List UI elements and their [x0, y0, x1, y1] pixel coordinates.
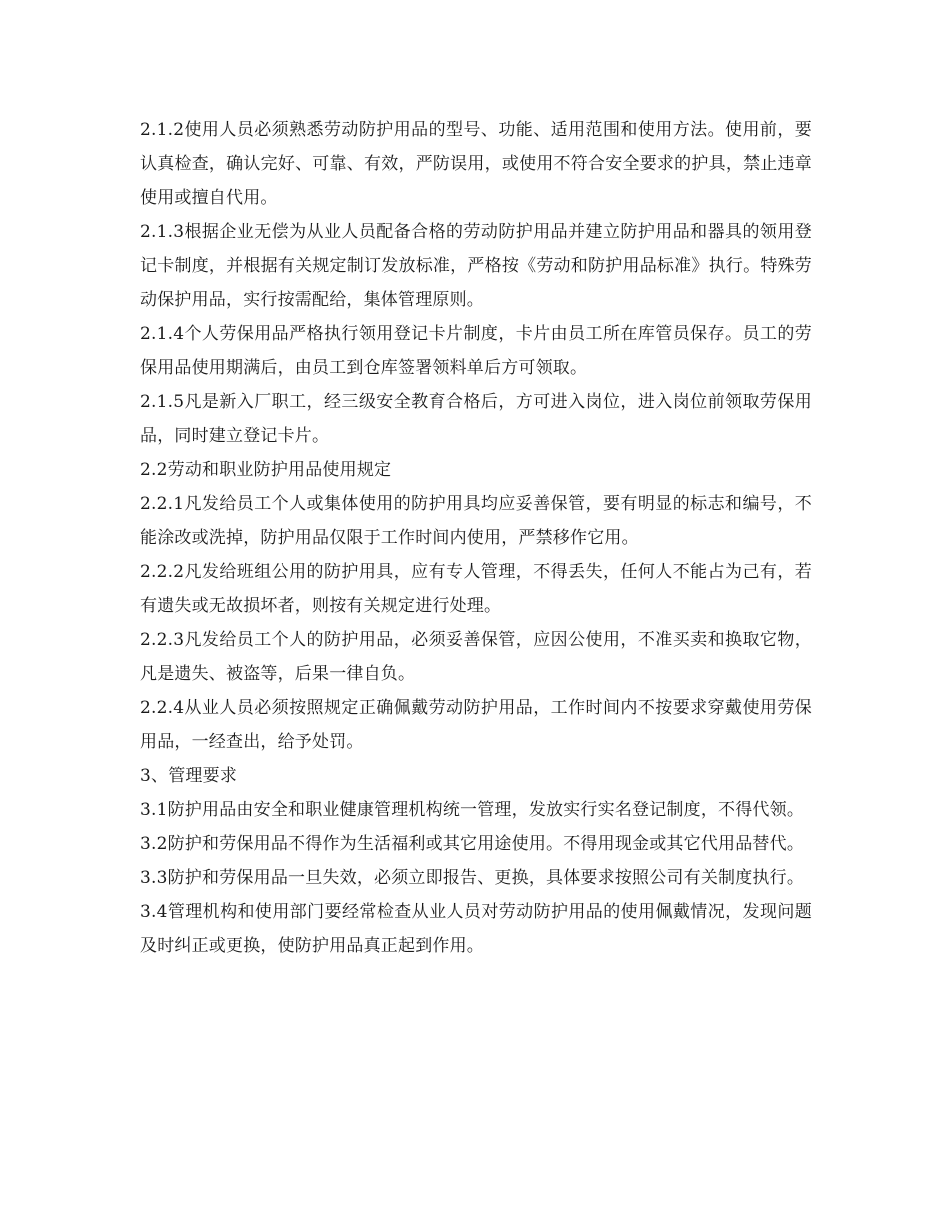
paragraph-2-1-3: 2.1.3根据企业无偿为从业人员配备合格的劳动防护用品并建立防护用品和器具的领用登记卡制度，并根据有关规定制订发放标准，严格按《劳动和防护用品标准》执行。特殊劳动保护用品，实行按需配给，集体管理原则。 — [140, 222, 812, 310]
paragraph-2-2-4: 2.2.4从业人员必须按照规定正确佩戴劳动防护用品，工作时间内不按要求穿戴使用劳保用品，一经查出，给予处罚。 — [140, 698, 812, 752]
paragraph-2-2-3: 2.2.3凡发给员工个人的防护用品，必须妥善保管，应因公使用，不准买卖和换取它物，凡是遗失、被盗等，后果一律自负。 — [140, 630, 812, 684]
paragraph-3-2: 3.2防护和劳保用品不得作为生活福利或其它用途使用。不得用现金或其它代用品替代。 — [140, 834, 805, 854]
paragraph-2-1-4: 2.1.4个人劳保用品严格执行领用登记卡片制度，卡片由员工所在库管员保存。员工的劳保用品使用期满后，由员工到仓库签署领料单后方可领取。 — [140, 324, 812, 378]
paragraph-2-2-2: 2.2.2凡发给班组公用的防护用具，应有专人管理，不得丢失，任何人不能占为己有，若有遗失或无故损坏者，则按有关规定进行处理。 — [140, 562, 812, 616]
section-heading-2-2: 2.2劳动和职业防护用品使用规定 — [140, 460, 392, 480]
paragraph-3-4: 3.4管理机构和使用部门要经常检查从业人员对劳动防护用品的使用佩戴情况，发现问题及时纠正或更换，使防护用品真正起到作用。 — [140, 902, 812, 956]
section-heading-3: 3、管理要求 — [140, 766, 238, 786]
paragraph-2-2-1: 2.2.1凡发给员工个人或集体使用的防护用具均应妥善保管，要有明显的标志和编号，不能涂改或洗掉，防护用品仅限于工作时间内使用，严禁移作它用。 — [140, 494, 812, 548]
paragraph-2-1-5: 2.1.5凡是新入厂职工，经三级安全教育合格后，方可进入岗位，进入岗位前领取劳保用品，同时建立登记卡片。 — [140, 392, 812, 446]
paragraph-2-1-2: 2.1.2使用人员必须熟悉劳动防护用品的型号、功能、适用范围和使用方法。使用前，要认真检查，确认完好、可靠、有效，严防误用，或使用不符合安全要求的护具，禁止违章使用或擅自代用。 — [140, 120, 812, 208]
document-body — [140, 113, 812, 963]
paragraph-3-3: 3.3防护和劳保用品一旦失效，必须立即报告、更换，具体要求按照公司有关制度执行。 — [140, 868, 805, 888]
paragraph-3-1: 3.1防护用品由安全和职业健康管理机构统一管理，发放实行实名登记制度，不得代领。 — [140, 800, 805, 820]
